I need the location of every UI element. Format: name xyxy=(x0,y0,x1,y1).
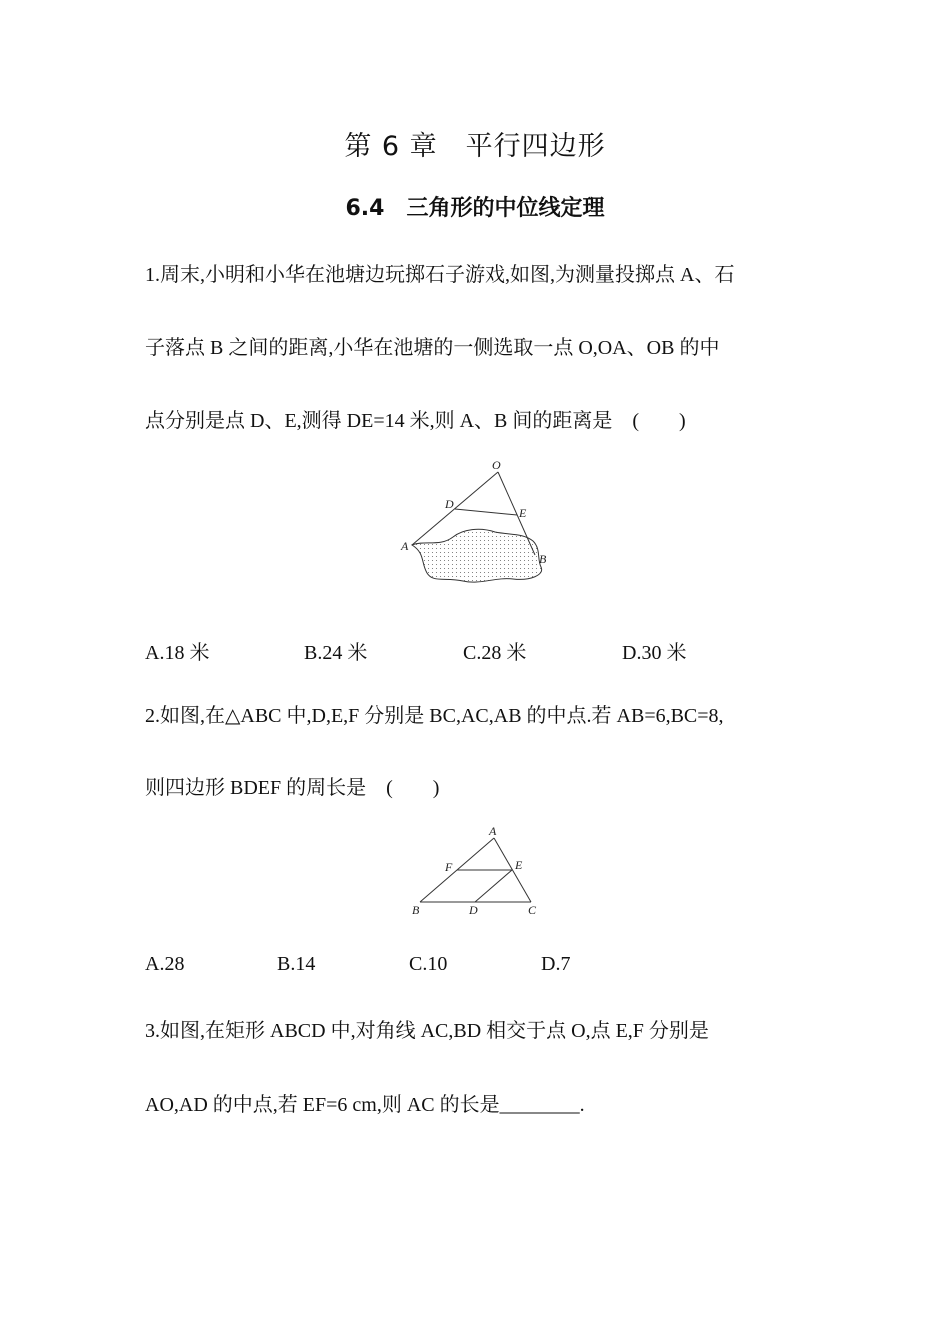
q2-text-line-1: 2.如图,在△ABC 中,D,E,F 分别是 BC,AC,AB 的中点.若 AB=6,BC=8, xyxy=(145,705,724,727)
q1-text-line-1: 1.周末,小明和小华在池塘边玩掷石子游戏,如图,为测量投掷点 A、石 xyxy=(145,264,735,286)
label-E: E xyxy=(515,858,523,872)
label-D: D xyxy=(469,903,478,917)
chapter-title: 第 6 章 平行四边形 xyxy=(344,131,606,162)
label-O: O xyxy=(492,458,501,472)
q1-pond-figure xyxy=(395,455,555,590)
q2-triangle-figure xyxy=(405,822,555,920)
segment-ED xyxy=(475,870,512,902)
q1-text-line-3: 点分别是点 D、E,测得 DE=14 米,则 A、B 间的距离是 ( ) xyxy=(145,410,686,432)
q3-text-line-2: AO,AD 的中点,若 EF=6 cm,则 AC 的长是________. xyxy=(145,1094,585,1116)
q1-option-c[interactable]: C.28 米 xyxy=(463,642,527,664)
q1-option-a[interactable]: A.18 米 xyxy=(145,642,210,664)
pond-shape xyxy=(412,529,542,582)
q2-option-c[interactable]: C.10 xyxy=(409,953,448,975)
q2-option-b[interactable]: B.14 xyxy=(277,953,316,975)
label-B: B xyxy=(539,552,547,566)
q1-option-b[interactable]: B.24 米 xyxy=(304,642,368,664)
q3-text-line-1: 3.如图,在矩形 ABCD 中,对角线 AC,BD 相交于点 O,点 E,F 分别是 xyxy=(145,1020,709,1042)
q1-text-line-2: 子落点 B 之间的距离,小华在池塘的一侧选取一点 O,OA、OB 的中 xyxy=(145,337,720,359)
label-C: C xyxy=(528,903,537,917)
label-E: E xyxy=(519,506,527,520)
label-B: B xyxy=(412,903,420,917)
label-A: A xyxy=(401,539,409,553)
q1-option-d[interactable]: D.30 米 xyxy=(622,642,687,664)
q2-option-a[interactable]: A.28 xyxy=(145,953,185,975)
label-A: A xyxy=(489,824,497,838)
q2-text-line-2: 则四边形 BDEF 的周长是 ( ) xyxy=(145,777,440,799)
label-F: F xyxy=(445,860,453,874)
q2-option-d[interactable]: D.7 xyxy=(541,953,571,975)
label-D: D xyxy=(445,497,454,511)
section-title: 6.4 三角形的中位线定理 xyxy=(345,196,605,221)
segment-DE xyxy=(455,509,517,515)
